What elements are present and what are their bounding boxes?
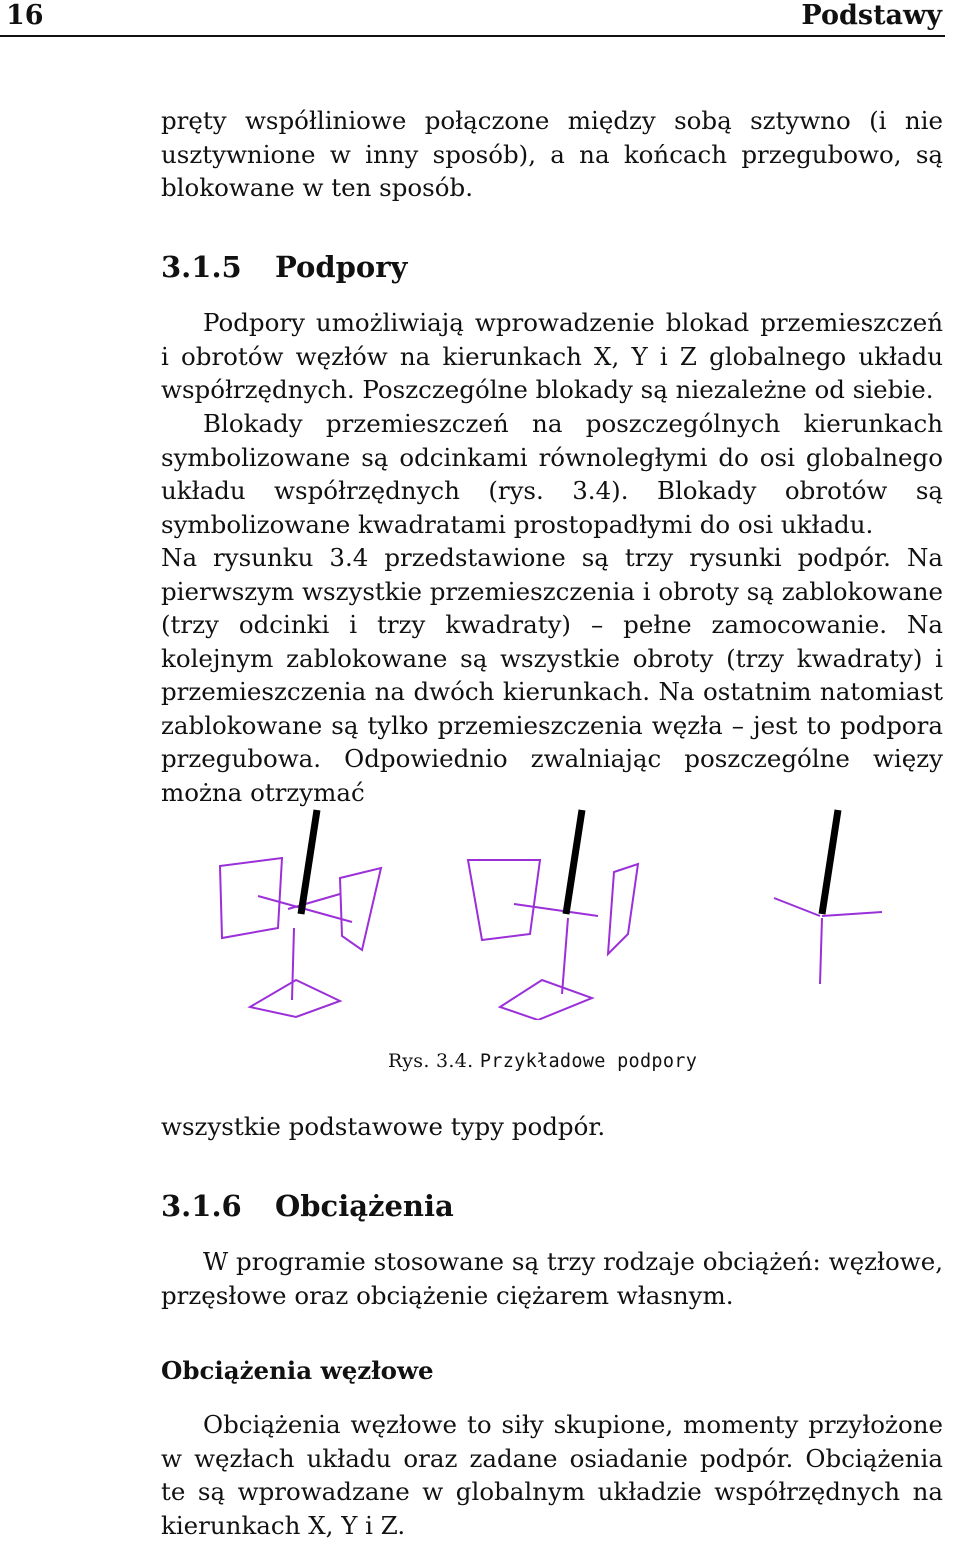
subsection-heading-wezlowe: Obciążenia węzłowe bbox=[161, 1356, 434, 1385]
member-bar-3 bbox=[822, 810, 838, 914]
support-pinned bbox=[774, 898, 882, 984]
rotation-block-square-z bbox=[500, 980, 592, 1020]
section-heading-podpory bbox=[161, 250, 407, 284]
paragraph-wezlowe-1: Obciążenia węzłowe to siły skupione, momenty przyłożone w węzłach układu oraz zadane osiadanie podpór. Obciążenia te są wprowadzane w globalnym układzie współrzędnych na kierunkach X, Y i Z. bbox=[161, 1410, 943, 1540]
translation-block-x bbox=[774, 898, 820, 916]
member-bar-2 bbox=[566, 810, 582, 914]
paragraph-podpory-4: wszystkie podstawowe typy podpór. bbox=[161, 1112, 606, 1141]
running-head: Podstawy bbox=[801, 0, 942, 31]
figure-caption-text: Przykładowe podpory bbox=[479, 1051, 698, 1072]
paragraph-podpory-3: Na rysunku 3.4 przedstawione są trzy rysunki podpór. Na pierwszym wszystkie przemieszczenia i obroty są zablokowane (trzy odcinki i trzy kwadraty) – pełne zamocowanie. Na kolejnym zablokowane są wszystkie obroty (trzy kwadraty) i przemieszczenia na dwóch kierunkach. Na ostatnim natomiast zablokowane są tylko przemieszczenia węzła – jest to podpora przegubowa. Odpowiednio zwalniając poszczególne więzy można otrzymać bbox=[161, 543, 943, 807]
paragraph-obciazenia-1: W programie stosowane są trzy rodzaje obciążeń: węzłowe, przęsłowe oraz obciążenie ciężarem własnym. bbox=[161, 1247, 943, 1310]
rotation-block-square-x bbox=[468, 860, 540, 940]
section-title: Podpory bbox=[275, 250, 408, 284]
header-rule bbox=[0, 35, 945, 37]
support-partial bbox=[468, 860, 638, 1020]
supports-figure bbox=[200, 800, 920, 1020]
figure-caption-label: Rys. 3.4. bbox=[388, 1050, 474, 1072]
section-heading-obciazenia bbox=[161, 1189, 454, 1223]
translation-block-z bbox=[562, 918, 568, 994]
translation-block-x bbox=[514, 904, 598, 916]
rotation-block-square-z bbox=[250, 980, 340, 1017]
translation-block-z bbox=[292, 928, 294, 1000]
page-header bbox=[0, 0, 960, 36]
translation-block-y bbox=[822, 912, 882, 916]
support-fixed bbox=[220, 858, 381, 1017]
paragraph-podpory-2: Blokady przemieszczeń na poszczególnych kierunkach symbolizowane są odcinkami równoległymi do osi globalnego układu współrzędnych (rys. 3.4). Blokady obrotów są symbolizowane kwadratami prostopadłymi do osi układu. bbox=[161, 409, 943, 539]
page-number: 16 bbox=[6, 0, 44, 31]
member-bar-1 bbox=[301, 810, 317, 914]
section-title: Obciążenia bbox=[275, 1189, 454, 1223]
rotation-block-square-y bbox=[340, 868, 381, 950]
section-number: 3.1.6 bbox=[161, 1189, 242, 1223]
rotation-block-square-x bbox=[220, 858, 282, 938]
translation-block-z bbox=[820, 918, 822, 984]
intro-paragraph: pręty współliniowe połączone między sobą sztywno (i nie usztywnione w inny sposób), a na końcach przegubowo, są blokowane w ten sposób. bbox=[161, 106, 943, 202]
figure-caption bbox=[388, 1050, 697, 1072]
section-number: 3.1.5 bbox=[161, 250, 242, 284]
paragraph-podpory-1: Podpory umożliwiają wprowadzenie blokad przemieszczeń i obrotów węzłów na kierunkach X, Y i Z globalnego układu współrzędnych. Poszczególne blokady są niezależne od siebie. bbox=[161, 308, 943, 404]
translation-block-y bbox=[288, 894, 340, 909]
rotation-block-square-y bbox=[608, 864, 638, 954]
